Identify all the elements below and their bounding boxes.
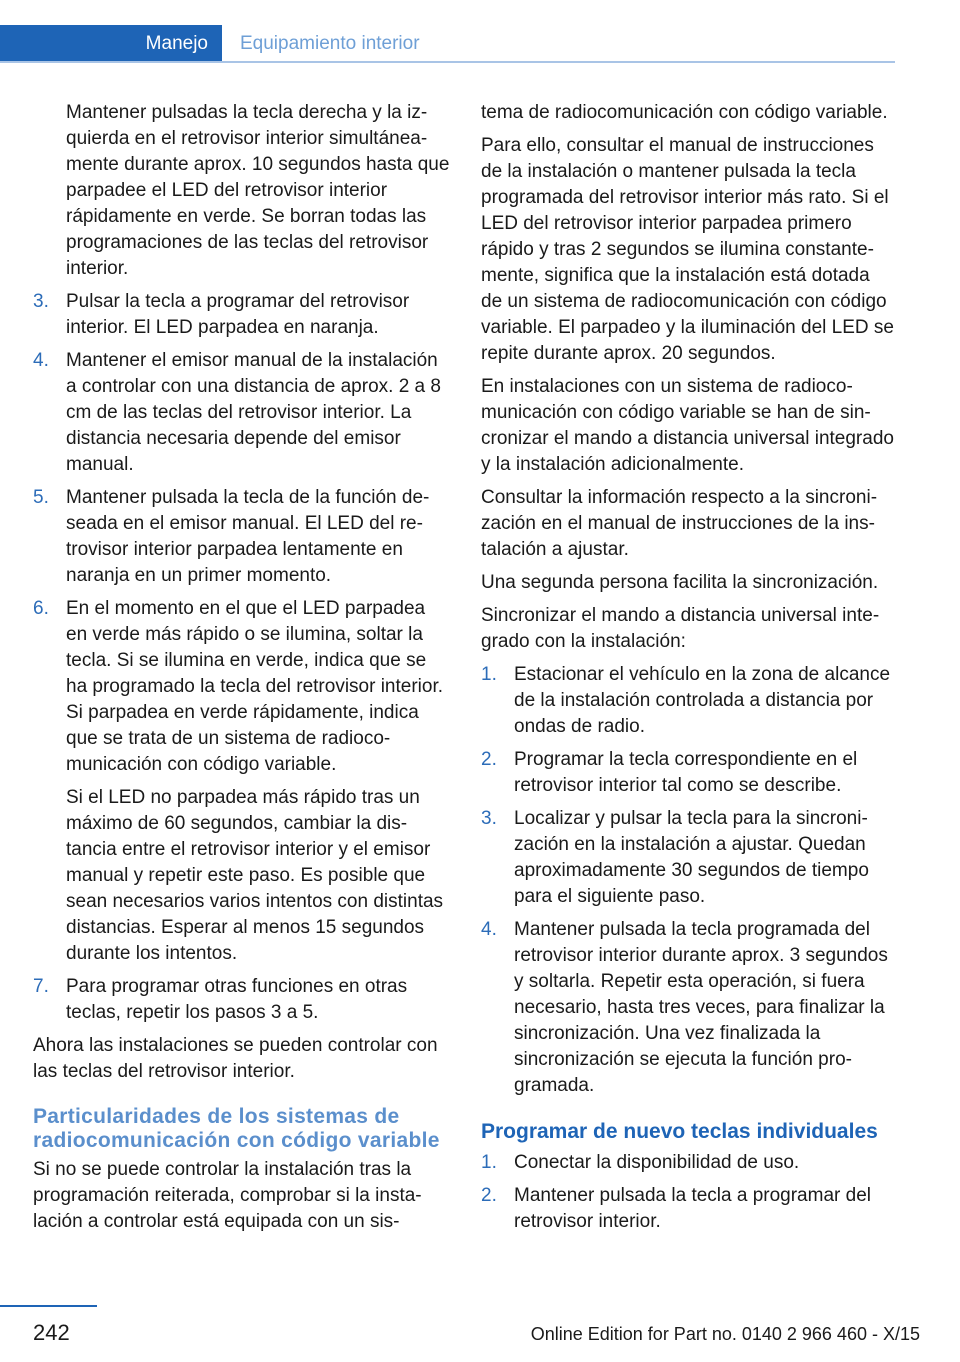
step-number: 4. [481, 919, 497, 940]
list-item [33, 596, 451, 967]
page-number: 242 [33, 1320, 70, 1345]
step-text: Pulsar la tecla a programar del retrovisor interior. El LED parpadea en naranja. [66, 291, 410, 338]
closing-paragraph: Ahora las instalaciones se pueden controlar con las teclas del retrovisor interior. [33, 1035, 438, 1082]
list-item [33, 289, 451, 341]
step-number: 3. [33, 291, 49, 312]
paragraph: Una segunda persona facilita la sincronización. [481, 572, 879, 593]
section-paragraph: Si no se puede controlar la instalación tras la programación reiterada, comprobar si la instalación a controlar está equipada con un sis- [33, 1159, 422, 1232]
paragraph: En instalaciones con un sistema de radiocomunicación con código variable se han de sincronizar el mando a distancia universal integrado y la instalación adicionalmente. [481, 376, 894, 475]
list-item [33, 485, 451, 589]
list-item [481, 662, 895, 740]
paragraph: tema de radiocomunicación con código variable. [481, 102, 888, 123]
step-number: 7. [33, 976, 49, 997]
paragraph: Consultar la información respecto a la sincronización en el manual de instrucciones de la instalación a ajustar. [481, 487, 878, 560]
list-item [33, 974, 451, 1026]
right-column [481, 100, 895, 1242]
subsection-tab-label: Equipamiento interior [240, 33, 420, 54]
step-number: 1. [481, 664, 497, 685]
step-text: Localizar y pulsar la tecla para la sincronización en la instalación a ajustar. Quedan aproximadamente 30 segundos de tiempo para el siguiente paso. [514, 808, 869, 907]
left-column [33, 100, 451, 1242]
list-item [481, 747, 895, 799]
list-item [481, 1183, 895, 1235]
step-text: Programar la tecla correspondiente en el retrovisor interior tal como se describe. [514, 749, 858, 796]
list-item [481, 806, 895, 910]
step-number: 4. [33, 350, 49, 371]
section-heading: Programar de nuevo teclas individuales [481, 1120, 878, 1143]
step-text: Estacionar el vehículo en la zona de alcance de la instalación controlada a distancia por ondas de radio. [514, 664, 891, 737]
step-number: 2. [481, 1185, 497, 1206]
step-text: Mantener pulsada la tecla a programar del retrovisor interior. [514, 1185, 871, 1232]
list-item [481, 917, 895, 1099]
list-item [33, 348, 451, 478]
edition-footer: Online Edition for Part no. 0140 2 966 460 - X/15 [530, 1324, 920, 1344]
step-text: Para programar otras funciones en otras teclas, repetir los pasos 3 a 5. [66, 976, 408, 1023]
step-number: 1. [481, 1152, 497, 1173]
page-number-divider [0, 1305, 97, 1307]
section-tab-label: Manejo [145, 33, 208, 54]
step-text: Mantener pulsada la tecla programada del retrovisor interior durante aprox. 3 segundos y soltarla. Repetir esta operación, si fuera necesario, hasta tres veces, para finalizar la sincronización. Una vez finalizada la sincronización se ejecuta la función programada. [514, 919, 888, 1096]
step-text: En el momento en el que el LED parpadea en verde más rápido o se ilumina, soltar la tecla. Si se ilumina en verde, indica que se ha programado la tecla del retrovisor interior. Si parpadea en verde rápidamente, indica que se trata de un sistema de radiocomunicación con código variable. [66, 598, 444, 775]
step-text: Mantener pulsada la tecla de la función deseada en el emisor manual. El LED del retrovisor interior parpadea lentamente en naranja en un primer momento. [66, 487, 430, 586]
step-note: Si el LED no parpadea más rápido tras un máximo de 60 segundos, cambiar la distancia entre el retrovisor interior y el emisor manual y repetir este paso. Es posible que sean necesarios varios intentos con distintas distancias. Esperar al menos 15 segundos durante los intentos. [66, 787, 444, 964]
step-text: Mantener el emisor manual de la instalación a controlar con una distancia de aprox. 2 a 8 cm de las teclas del retrovisor interior. La distancia necesaria depende del emisor manual. [66, 350, 441, 475]
page-header [0, 25, 895, 63]
step-number: 2. [481, 749, 497, 770]
intro-paragraph: Mantener pulsadas la tecla derecha y la izquierda en el retrovisor interior simultáneamente durante aprox. 10 segundos hasta que parpadee el LED del retrovisor interior rápidamente en verde. Se borran todas las programaciones de las teclas del retrovisor interior. [66, 102, 450, 279]
step-text: Conectar la disponibilidad de uso. [514, 1152, 800, 1173]
section-tab [0, 25, 222, 61]
step-number: 6. [33, 598, 49, 619]
step-number: 3. [481, 808, 497, 829]
header-divider [0, 61, 895, 63]
paragraph: Sincronizar el mando a distancia universal integrado con la instalación: [481, 605, 880, 652]
step-number: 5. [33, 487, 49, 508]
paragraph: Para ello, consultar el manual de instrucciones de la instalación o mantener pulsada la tecla programada del retrovisor interior más rato. Si el LED del retrovisor interior parpadea primero rápido y tras 2 segundos se ilumina constantemente, significa que la instalación está dotada de un sistema de radiocomunicación con código variable. El parpadeo y la iluminación del LED se repite durante aprox. 20 segundos. [481, 135, 894, 364]
list-item [481, 1150, 895, 1176]
section-heading: Particularidades de los sistemas de radiocomunicación con código variable [33, 1105, 440, 1152]
